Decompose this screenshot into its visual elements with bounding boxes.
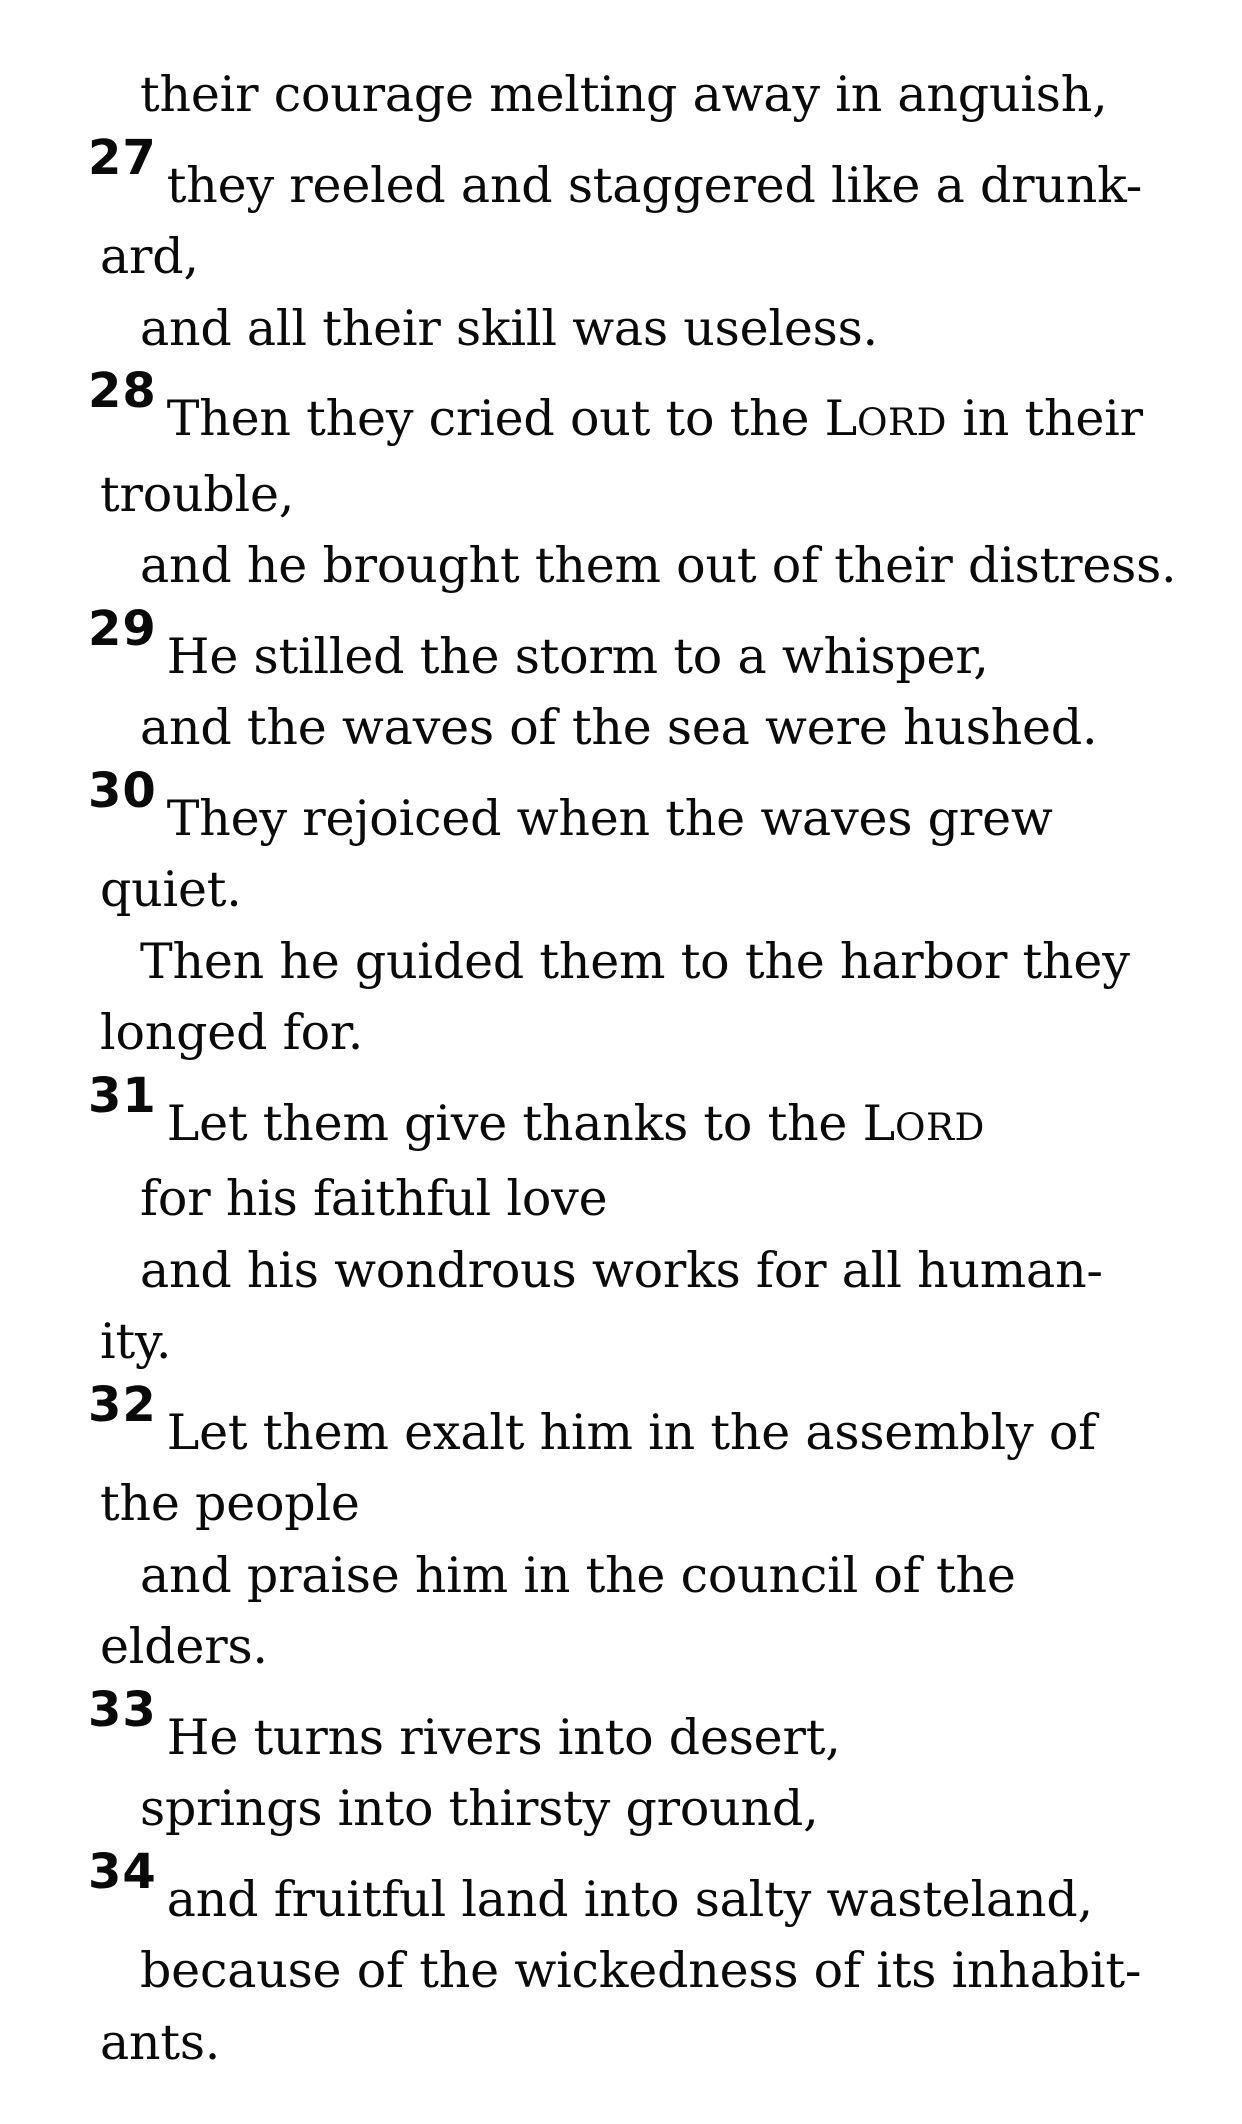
scripture-text-segment: ard, bbox=[100, 228, 199, 285]
scripture-text-segment: and he brought them out of their distress. bbox=[140, 537, 1177, 594]
scripture-line bbox=[140, 692, 1242, 764]
scripture-line bbox=[100, 221, 1242, 293]
scripture-text-segment: They rejoiced when the waves grew bbox=[166, 789, 1053, 847]
scripture-text-segment: elders. bbox=[100, 1618, 268, 1675]
scripture-text-segment: in their bbox=[946, 390, 1143, 447]
scripture-text-segment: Then they cried out to the L bbox=[166, 390, 858, 447]
scripture-line bbox=[140, 59, 1242, 131]
scripture-line bbox=[100, 1306, 1242, 1378]
scripture-text-segment: He turns rivers into desert, bbox=[166, 1708, 841, 1766]
scripture-line bbox=[140, 293, 1242, 365]
scripture-text-segment: and his wondrous works for all human- bbox=[140, 1241, 1103, 1299]
scripture-line bbox=[100, 1468, 1242, 1540]
scripture-line bbox=[100, 997, 1242, 1069]
divine-name-small-caps: ORD bbox=[857, 400, 947, 444]
scripture-line: 27 they reeled and staggered like a drunk- bbox=[88, 129, 1143, 214]
scripture-text-segment: and fruitful land into salty wasteland, bbox=[166, 1870, 1093, 1928]
scripture-text-segment: the people bbox=[100, 1475, 360, 1532]
scripture-line bbox=[100, 2007, 1242, 2079]
scripture-line: 32 Let them exalt him in the assembly of bbox=[88, 1376, 1097, 1461]
scripture-line: 29 He stilled the storm to a whisper, bbox=[88, 600, 989, 685]
scripture-text-segment: they reeled and staggered like a drunk- bbox=[166, 156, 1143, 214]
scripture-text-segment: their courage melting away in anguish, bbox=[140, 66, 1108, 123]
scripture-line bbox=[140, 1773, 1242, 1845]
scripture-line bbox=[140, 1235, 1242, 1307]
scripture-text-segment: ity. bbox=[100, 1313, 172, 1370]
scripture-text-segment: and the waves of the sea were hushed. bbox=[140, 699, 1098, 756]
scripture-line: 28 Then they cried out to the LORD in their bbox=[88, 363, 1143, 447]
scripture-text-segment: and praise him in the council of the bbox=[140, 1546, 1016, 1604]
scripture-text-segment: because of the wickedness of its inhabit- bbox=[140, 1942, 1142, 1999]
scripture-text-segment: springs into thirsty ground, bbox=[140, 1780, 819, 1837]
scripture-text-segment: Then he guided them to the harbor they bbox=[140, 932, 1130, 990]
scripture-text bbox=[0, 59, 1242, 2078]
scripture-text-segment: trouble, bbox=[100, 465, 295, 523]
scripture-text-segment: longed for. bbox=[100, 1004, 364, 1061]
scripture-text-segment: He stilled the storm to a whisper, bbox=[166, 627, 989, 685]
scripture-line: 34 and fruitful land into salty wasteland, bbox=[88, 1843, 1093, 1928]
scripture-line bbox=[100, 854, 1242, 926]
scripture-line bbox=[140, 530, 1242, 602]
scripture-text-segment: Let them give thanks to the L bbox=[166, 1094, 895, 1152]
scripture-text-segment: for his faithful love bbox=[140, 1170, 608, 1227]
scripture-line: 33 He turns rivers into desert, bbox=[88, 1681, 841, 1766]
scripture-line bbox=[100, 1611, 1242, 1683]
divine-name-small-caps: ORD bbox=[894, 1104, 985, 1149]
scripture-line bbox=[140, 926, 1242, 998]
scripture-line bbox=[140, 1540, 1242, 1612]
scripture-line: 30 They rejoiced when the waves grew bbox=[88, 762, 1053, 847]
scripture-line bbox=[100, 459, 1242, 531]
scripture-text-segment: quiet. bbox=[100, 861, 242, 918]
scripture-text-segment: Let them exalt him in the assembly of bbox=[166, 1403, 1097, 1461]
scripture-line bbox=[140, 1935, 1242, 2007]
scripture-line: 31 Let them give thanks to the LORD bbox=[88, 1067, 985, 1152]
scripture-text-segment: ants. bbox=[100, 2013, 221, 2071]
scripture-line bbox=[140, 1163, 1242, 1235]
scripture-text-segment: and all their skill was useless. bbox=[140, 299, 878, 357]
